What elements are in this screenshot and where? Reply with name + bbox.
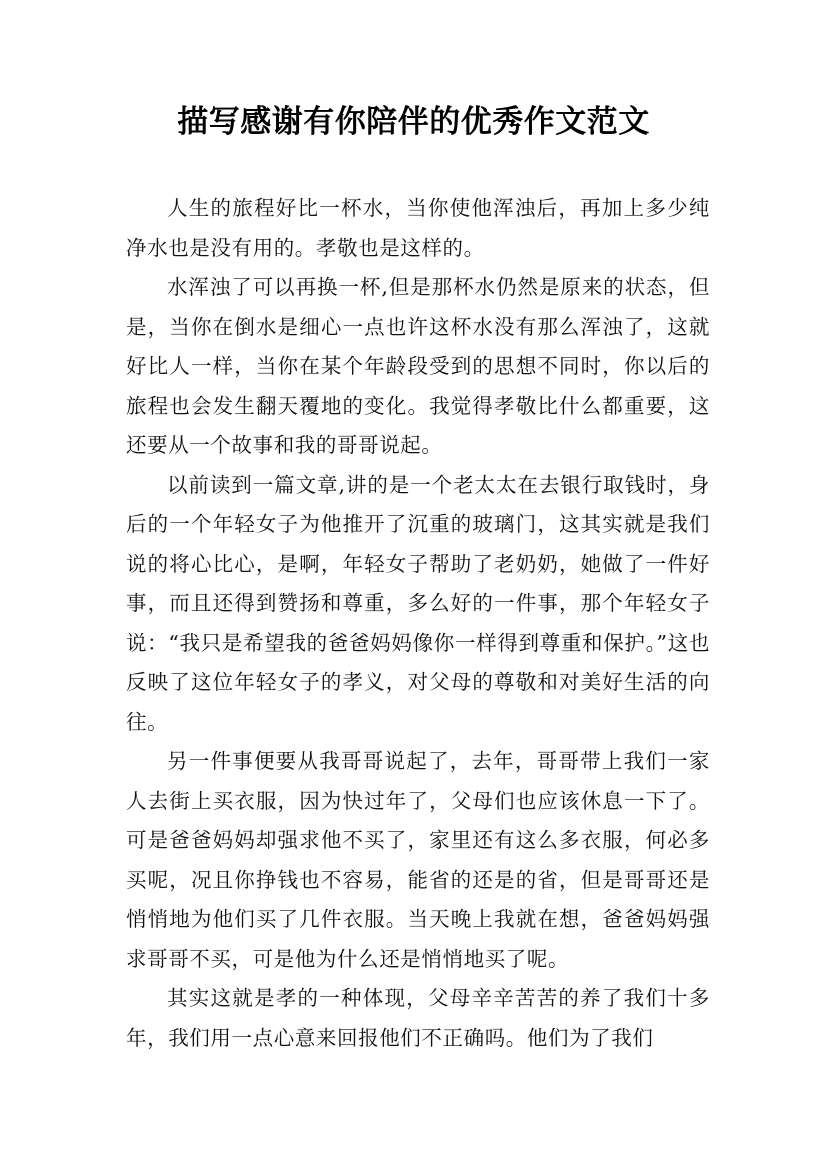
document-body — [126, 189, 710, 1058]
paragraph-1: 人生的旅程好比一杯水，当你使他浑浊后，再加上多少纯净水也是没有用的。孝敬也是这样的。 — [126, 196, 710, 260]
paragraph-5: 其实这就是孝的一种体现，父母辛辛苦苦的养了我们十多年，我们用一点心意来回报他们不正确吗。他们为了我们 — [126, 986, 710, 1050]
document-title: 描写感谢有你陪伴的优秀作文范文 — [177, 104, 650, 140]
paragraph-4: 另一件事便要从我哥哥说起了，去年，哥哥带上我们一家人去街上买衣服，因为快过年了，父母们也应该休息一下了。可是爸爸妈妈却强求他不买了，家里还有这么多衣服，何必多买呢，况且你挣钱也不容易，能省的还是的省，但是哥哥还是悄悄地为他们买了几件衣服。当天晚上我就在想，爸爸妈妈强求哥哥不买，可是他为什么还是悄悄地买了呢。 — [126, 749, 710, 971]
paragraph-2: 水浑浊了可以再换一杯,但是那杯水仍然是原来的状态，但是，当你在倒水是细心一点也许这杯水没有那么浑浊了，这就好比人一样，当你在某个年龄段受到的思想不同时，你以后的旅程也会发生翻天覆地的变化。我觉得孝敬比什么都重要，这还要从一个故事和我的哥哥说起。 — [126, 275, 710, 457]
paragraph-3: 以前读到一篇文章,讲的是一个老太太在去银行取钱时，身后的一个年轻女子为他推开了沉重的玻璃门，这其实就是我们说的将心比心，是啊，年轻女子帮助了老奶奶，她做了一件好事，而且还得到赞扬和尊重，多么好的一件事，那个年轻女子说：“我只是希望我的爸爸妈妈像你一样得到尊重和保护。”这也反映了这位年轻女子的孝义，对父母的尊敬和对美好生活的向往。 — [126, 472, 710, 734]
